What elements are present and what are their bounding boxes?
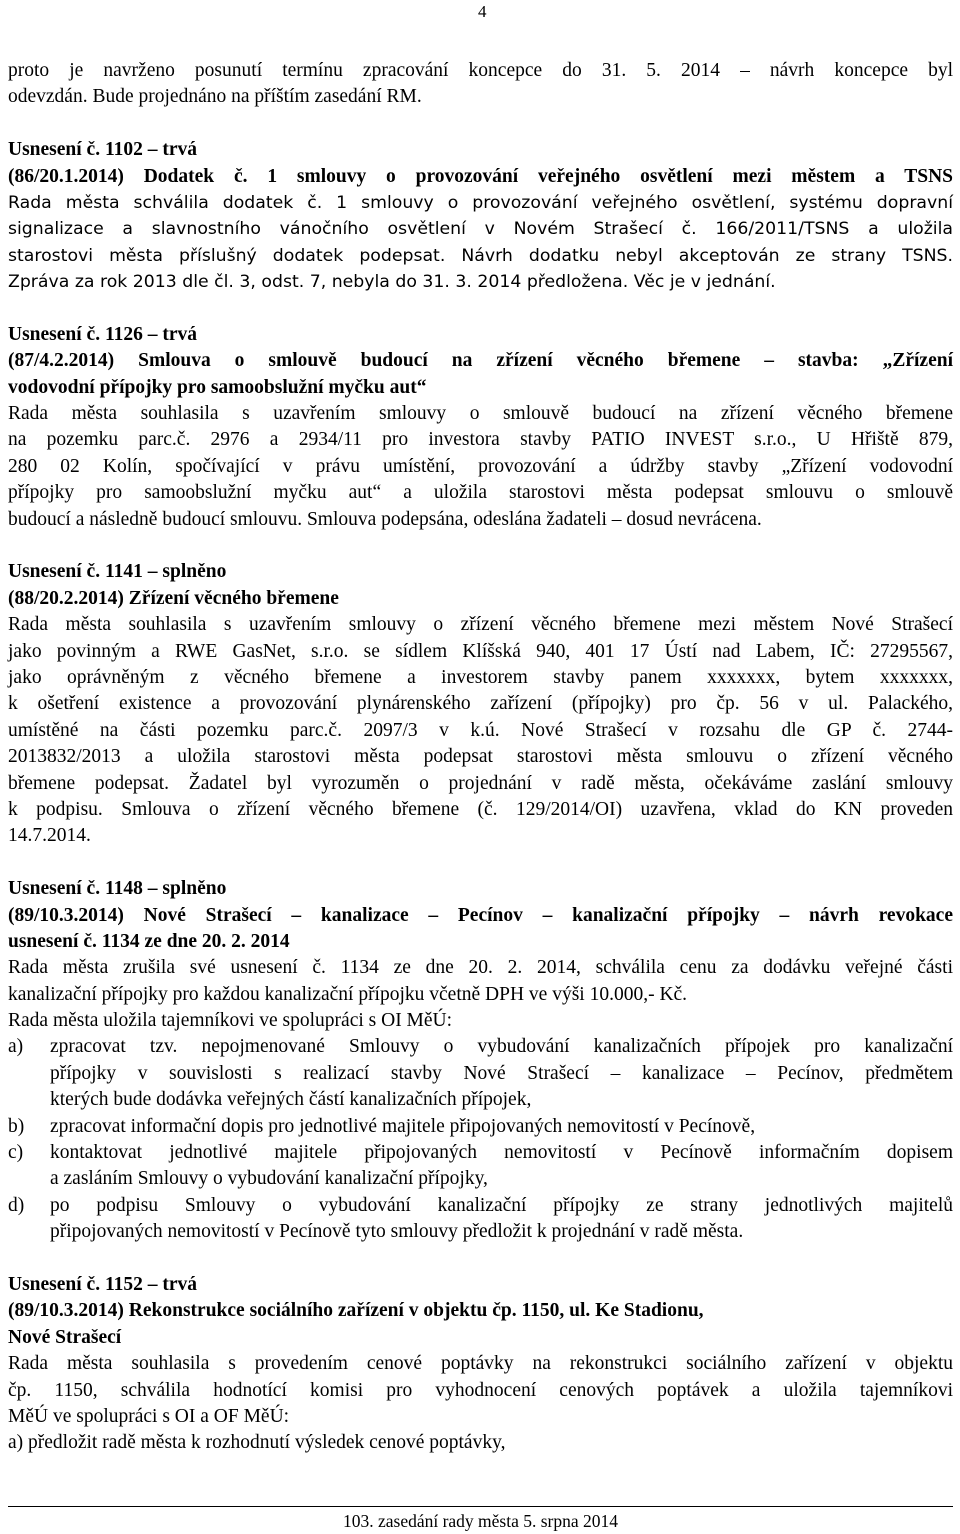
text-line: umístěné na části pozemku parc.č. 2097/3 v k.ú. Nové Strašecí v rozsahu dle GP č. 2744-	[8, 719, 953, 741]
text-line: proto je navrženo posunutí termínu zpracování koncepce do 31. 5. 2014 – návrh koncepce byl	[8, 60, 953, 81]
text-line: Rada města uložila tajemníkovi ve spolupráci s OI MěÚ:	[8, 1010, 453, 1032]
document-body	[8, 58, 953, 1457]
resolution-text	[8, 190, 953, 296]
text-line: zpracovat informační dopis pro jednotlivé majitele připojovaných nemovitostí v Pecínově,	[50, 1115, 756, 1137]
text-line: Rada města schválila dodatek č. 1 smlouvy o provozování veřejného osvětlení, systému dopravní	[8, 192, 953, 213]
list-item-a	[8, 1034, 953, 1113]
page-footer	[8, 1506, 953, 1532]
text-line: MěÚ ve spolupráci s OI a OF MěÚ:	[8, 1405, 290, 1427]
footer-text: 103. zasedání rady města 5. srpna 2014	[342, 1511, 619, 1531]
list-item-c	[8, 1140, 953, 1193]
page-number: 4	[478, 2, 487, 21]
list-item-d	[8, 1193, 953, 1246]
text-line: zpracovat tzv. nepojmenované Smlouvy o vybudování kanalizačních přípojek pro kanalizační	[50, 1036, 953, 1058]
resolution-title: (86/20.1.2014) Dodatek č. 1 smlouvy o provozování veřejného osvětlení mezi městem a TSNS	[8, 165, 953, 187]
list-label: d)	[8, 1194, 25, 1216]
text-line: k ošetření existence a provozování plynárenského zařízení (přípojky) pro čp. 56 v ul. Palackého,	[8, 693, 953, 715]
text-line: 2013832/2013 a uložila starostovi města podepsat starostovi města smlouvu o zřízení věcného	[8, 746, 953, 768]
resolution-heading: Usnesení č. 1152 – trvá	[8, 1273, 198, 1295]
text-line: a) předložit radě města k rozhodnutí výsledek cenové poptávky,	[8, 1432, 506, 1454]
text-line: Rada města souhlasila s uzavřením smlouvy o zřízení věcného břemene mezi městem Nové Strašecí	[8, 614, 953, 636]
resolution-1102	[8, 137, 953, 295]
text-line: 280 02 Kolín, spočívající v právu umístění, provozování a údržby stavby „Zřízení vodovodní	[8, 455, 953, 477]
resolution-title: (89/10.3.2014) Nové Strašecí – kanalizace – Pecínov – kanalizační přípojky – návrh revokace	[8, 904, 953, 926]
text-line: starostovi města příslušný dodatek podepsat. Návrh dodatku nebyl akceptován ze strany TSNS.	[8, 245, 953, 266]
resolution-heading: Usnesení č. 1102 – trvá	[8, 139, 198, 161]
resolution-1148	[8, 876, 953, 1245]
text-line: k podpisu. Smlouva o zřízení věcného břemene (č. 129/2014/OI) uzavřena, vklad do KN proveden	[8, 798, 953, 820]
text-line: přípojky v souvislosti s realizací stavby Nové Strašecí – kanalizace – Pecínov, předmětem	[50, 1062, 953, 1084]
resolution-title: vodovodní přípojky pro samoobslužní myčku aut“	[8, 376, 427, 398]
text-line: kterých bude dodávka veřejných částí kanalizačních přípojek,	[50, 1089, 532, 1111]
text-line: odevzdán. Bude projednáno na příštím zasedání RM.	[8, 86, 422, 108]
text-line: Rada města zrušila své usnesení č. 1134 ze dne 20. 2. 2014, schválila cenu za dodávku veřejné části	[8, 957, 953, 979]
text-line: připojovaných nemovitostí v Pecínově tyto smlouvy předložit k projednání v radě města.	[50, 1221, 744, 1243]
resolution-1152	[8, 1272, 953, 1457]
intro-paragraph	[8, 58, 953, 111]
list-label: a)	[8, 1036, 24, 1058]
text-line: a zasláním Smlouvy o vybudování kanalizační přípojky,	[50, 1168, 488, 1190]
resolution-heading: Usnesení č. 1148 – splněno	[8, 878, 227, 900]
resolution-1126	[8, 322, 953, 533]
text-line: přípojky pro samoobslužní myčku aut“ a uložila starostovi města podepsat smlouvu o smlouvě	[8, 482, 953, 504]
text-line: kanalizační přípojky pro každou kanalizační přípojku včetně DPH ve výši 10.000,- Kč.	[8, 983, 688, 1005]
list-label: b)	[8, 1115, 25, 1137]
resolution-title: (88/20.2.2014) Zřízení věcného břemene	[8, 587, 339, 609]
list-label: c)	[8, 1142, 24, 1164]
text-line: 14.7.2014.	[8, 825, 91, 847]
resolution-title: usnesení č. 1134 ze dne 20. 2. 2014	[8, 930, 290, 952]
text-line: budoucí a následně budoucí smlouvu. Smlouva podepsána, odeslána žadateli – dosud nevrácena.	[8, 508, 762, 530]
text-line: signalizace a slavnostního vánočního osvětlení v Novém Strašecí č. 166/2011/TSNS a uložila	[8, 219, 953, 240]
text-line: kontaktovat jednotlivé majitele připojovaných nemovitostí v Pecínově informačním dopisem	[50, 1142, 953, 1164]
text-line: břemene podepsat. Žadatel byl vyrozuměn o projednání v radě města, očekáváme zaslání smlouvy	[8, 772, 953, 794]
text-line: čp. 1150, schválila hodnotící komisi pro vyhodnocení cenových poptávek a uložila tajemníkovi	[8, 1379, 953, 1401]
text-line: jako oprávněným z věcného břemene a investorem stavby panem xxxxxxx, bytem xxxxxxx,	[8, 666, 953, 688]
text-line: na pozemku parc.č. 2976 a 2934/11 pro investora stavby PATIO INVEST s.r.o., U Hřiště 879,	[8, 429, 953, 451]
text-line: Zpráva za rok 2013 dle čl. 3, odst. 7, nebyla do 31. 3. 2014 předložena. Věc je v jednání.	[8, 272, 776, 293]
resolution-title: Nové Strašecí	[8, 1326, 122, 1348]
text-line: Rada města souhlasila s uzavřením smlouvy o smlouvě budoucí na zřízení věcného břemene	[8, 403, 953, 425]
resolution-heading: Usnesení č. 1126 – trvá	[8, 323, 198, 345]
text-line: jako povinným a RWE GasNet, s.r.o. se sídlem Klíšská 940, 401 17 Ústí nad Labem, IČ: 27295567,	[8, 640, 953, 662]
text-line: po podpisu Smlouvy o vybudování kanalizační přípojky ze strany jednotlivých majitelů	[50, 1194, 953, 1216]
resolution-1141	[8, 559, 953, 849]
text-line: Rada města souhlasila s provedením cenové poptávky na rekonstrukci sociálního zařízení v objektu	[8, 1353, 953, 1375]
resolution-title: (89/10.3.2014) Rekonstrukce sociálního zařízení v objektu čp. 1150, ul. Ke Stadionu,	[8, 1300, 704, 1322]
list-item-b	[8, 1114, 953, 1140]
resolution-heading: Usnesení č. 1141 – splněno	[8, 561, 227, 583]
resolution-title: (87/4.2.2014) Smlouva o smlouvě budoucí na zřízení věcného břemene – stavba: „Zřízení	[8, 350, 953, 372]
